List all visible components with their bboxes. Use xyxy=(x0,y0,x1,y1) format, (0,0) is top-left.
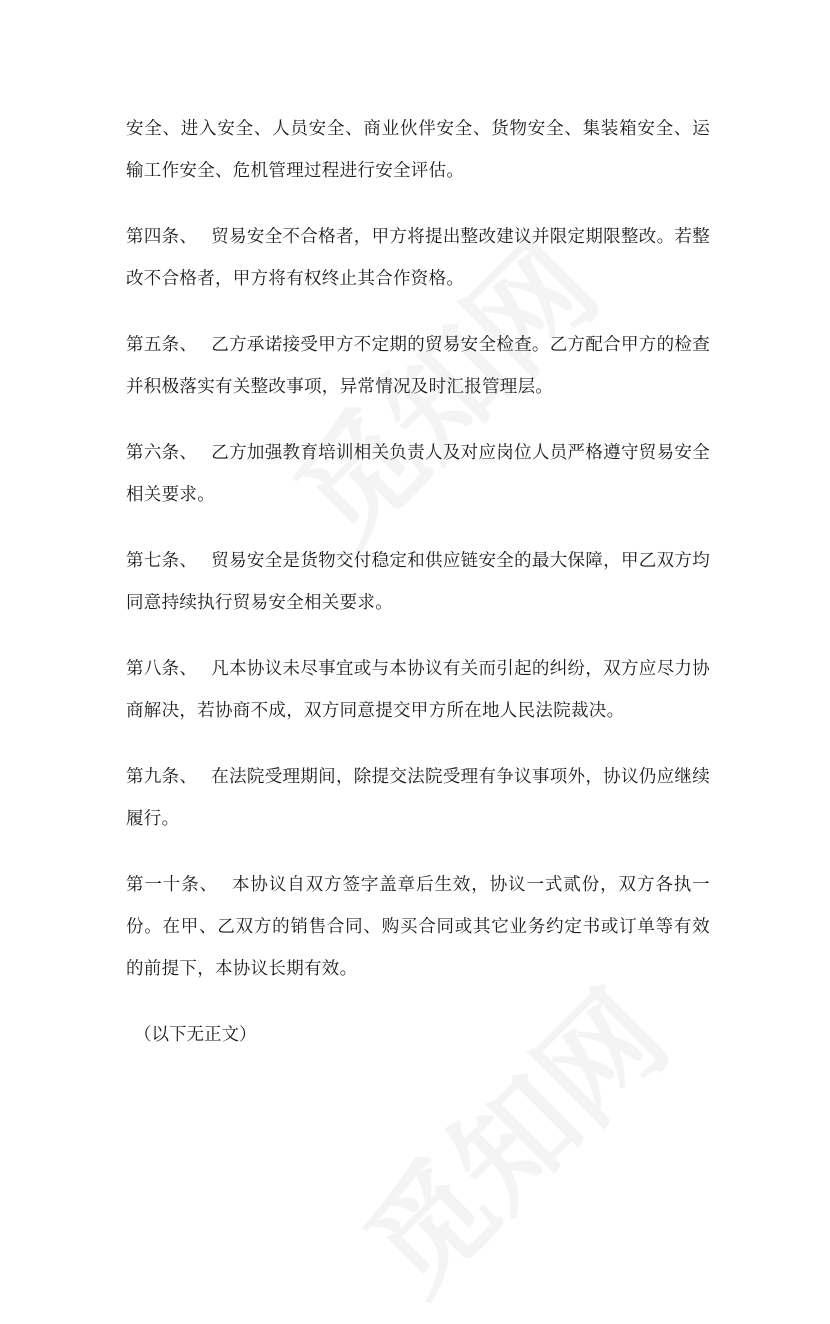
clause-paragraph xyxy=(126,864,710,990)
clause-text: 贸易安全不合格者，甲方将提出整改建议并限定期限整改。若整改不合格者，甲方将有权终止其合作资格。 xyxy=(126,227,710,289)
clause-paragraph xyxy=(126,540,710,624)
clause-text: 安全、进入安全、人员安全、商业伙伴安全、货物安全、集装箱安全、运输工作安全、危机管理过程进行安全评估。 xyxy=(126,119,710,181)
document-body xyxy=(126,108,710,1056)
clause-label: 第八条、 xyxy=(126,659,198,679)
clause-text: 贸易安全是货物交付稳定和供应链安全的最大保障，甲乙双方均同意持续执行贸易安全相关要求。 xyxy=(126,551,710,613)
clause-paragraph xyxy=(126,756,710,840)
closing-note: （以下无正文） xyxy=(134,1025,257,1045)
clause-paragraph xyxy=(126,648,710,732)
clause-label: 第七条、 xyxy=(126,551,198,571)
clause-label: 第六条、 xyxy=(126,443,198,463)
clause-paragraph xyxy=(126,432,710,516)
clause-paragraph xyxy=(126,324,710,408)
clause-text: 凡本协议未尽事宜或与本协议有关而引起的纠纷，双方应尽力协商解决，若协商不成，双方同意提交甲方所在地人民法院裁决。 xyxy=(126,659,710,721)
clause-paragraph xyxy=(126,108,710,192)
clause-label: 第四条、 xyxy=(126,227,198,247)
clause-text: 本协议自双方签字盖章后生效，协议一式贰份，双方各执一份。在甲、乙双方的销售合同、购买合同或其它业务约定书或订单等有效的前提下，本协议长期有效。 xyxy=(126,875,710,979)
clause-label: 第九条、 xyxy=(126,767,198,787)
clause-text: 在法院受理期间，除提交法院受理有争议事项外，协议仍应继续履行。 xyxy=(126,767,710,829)
clause-text: 乙方承诺接受甲方不定期的贸易安全检查。乙方配合甲方的检查并积极落实有关整改事项，异常情况及时汇报管理层。 xyxy=(126,335,710,397)
clause-label: 第五条、 xyxy=(126,335,198,355)
clause-label: 第一十条、 xyxy=(126,875,219,895)
clause-text: 乙方加强教育培训相关负责人及对应岗位人员严格遵守贸易安全相关要求。 xyxy=(126,443,710,505)
clause-paragraph xyxy=(126,216,710,300)
